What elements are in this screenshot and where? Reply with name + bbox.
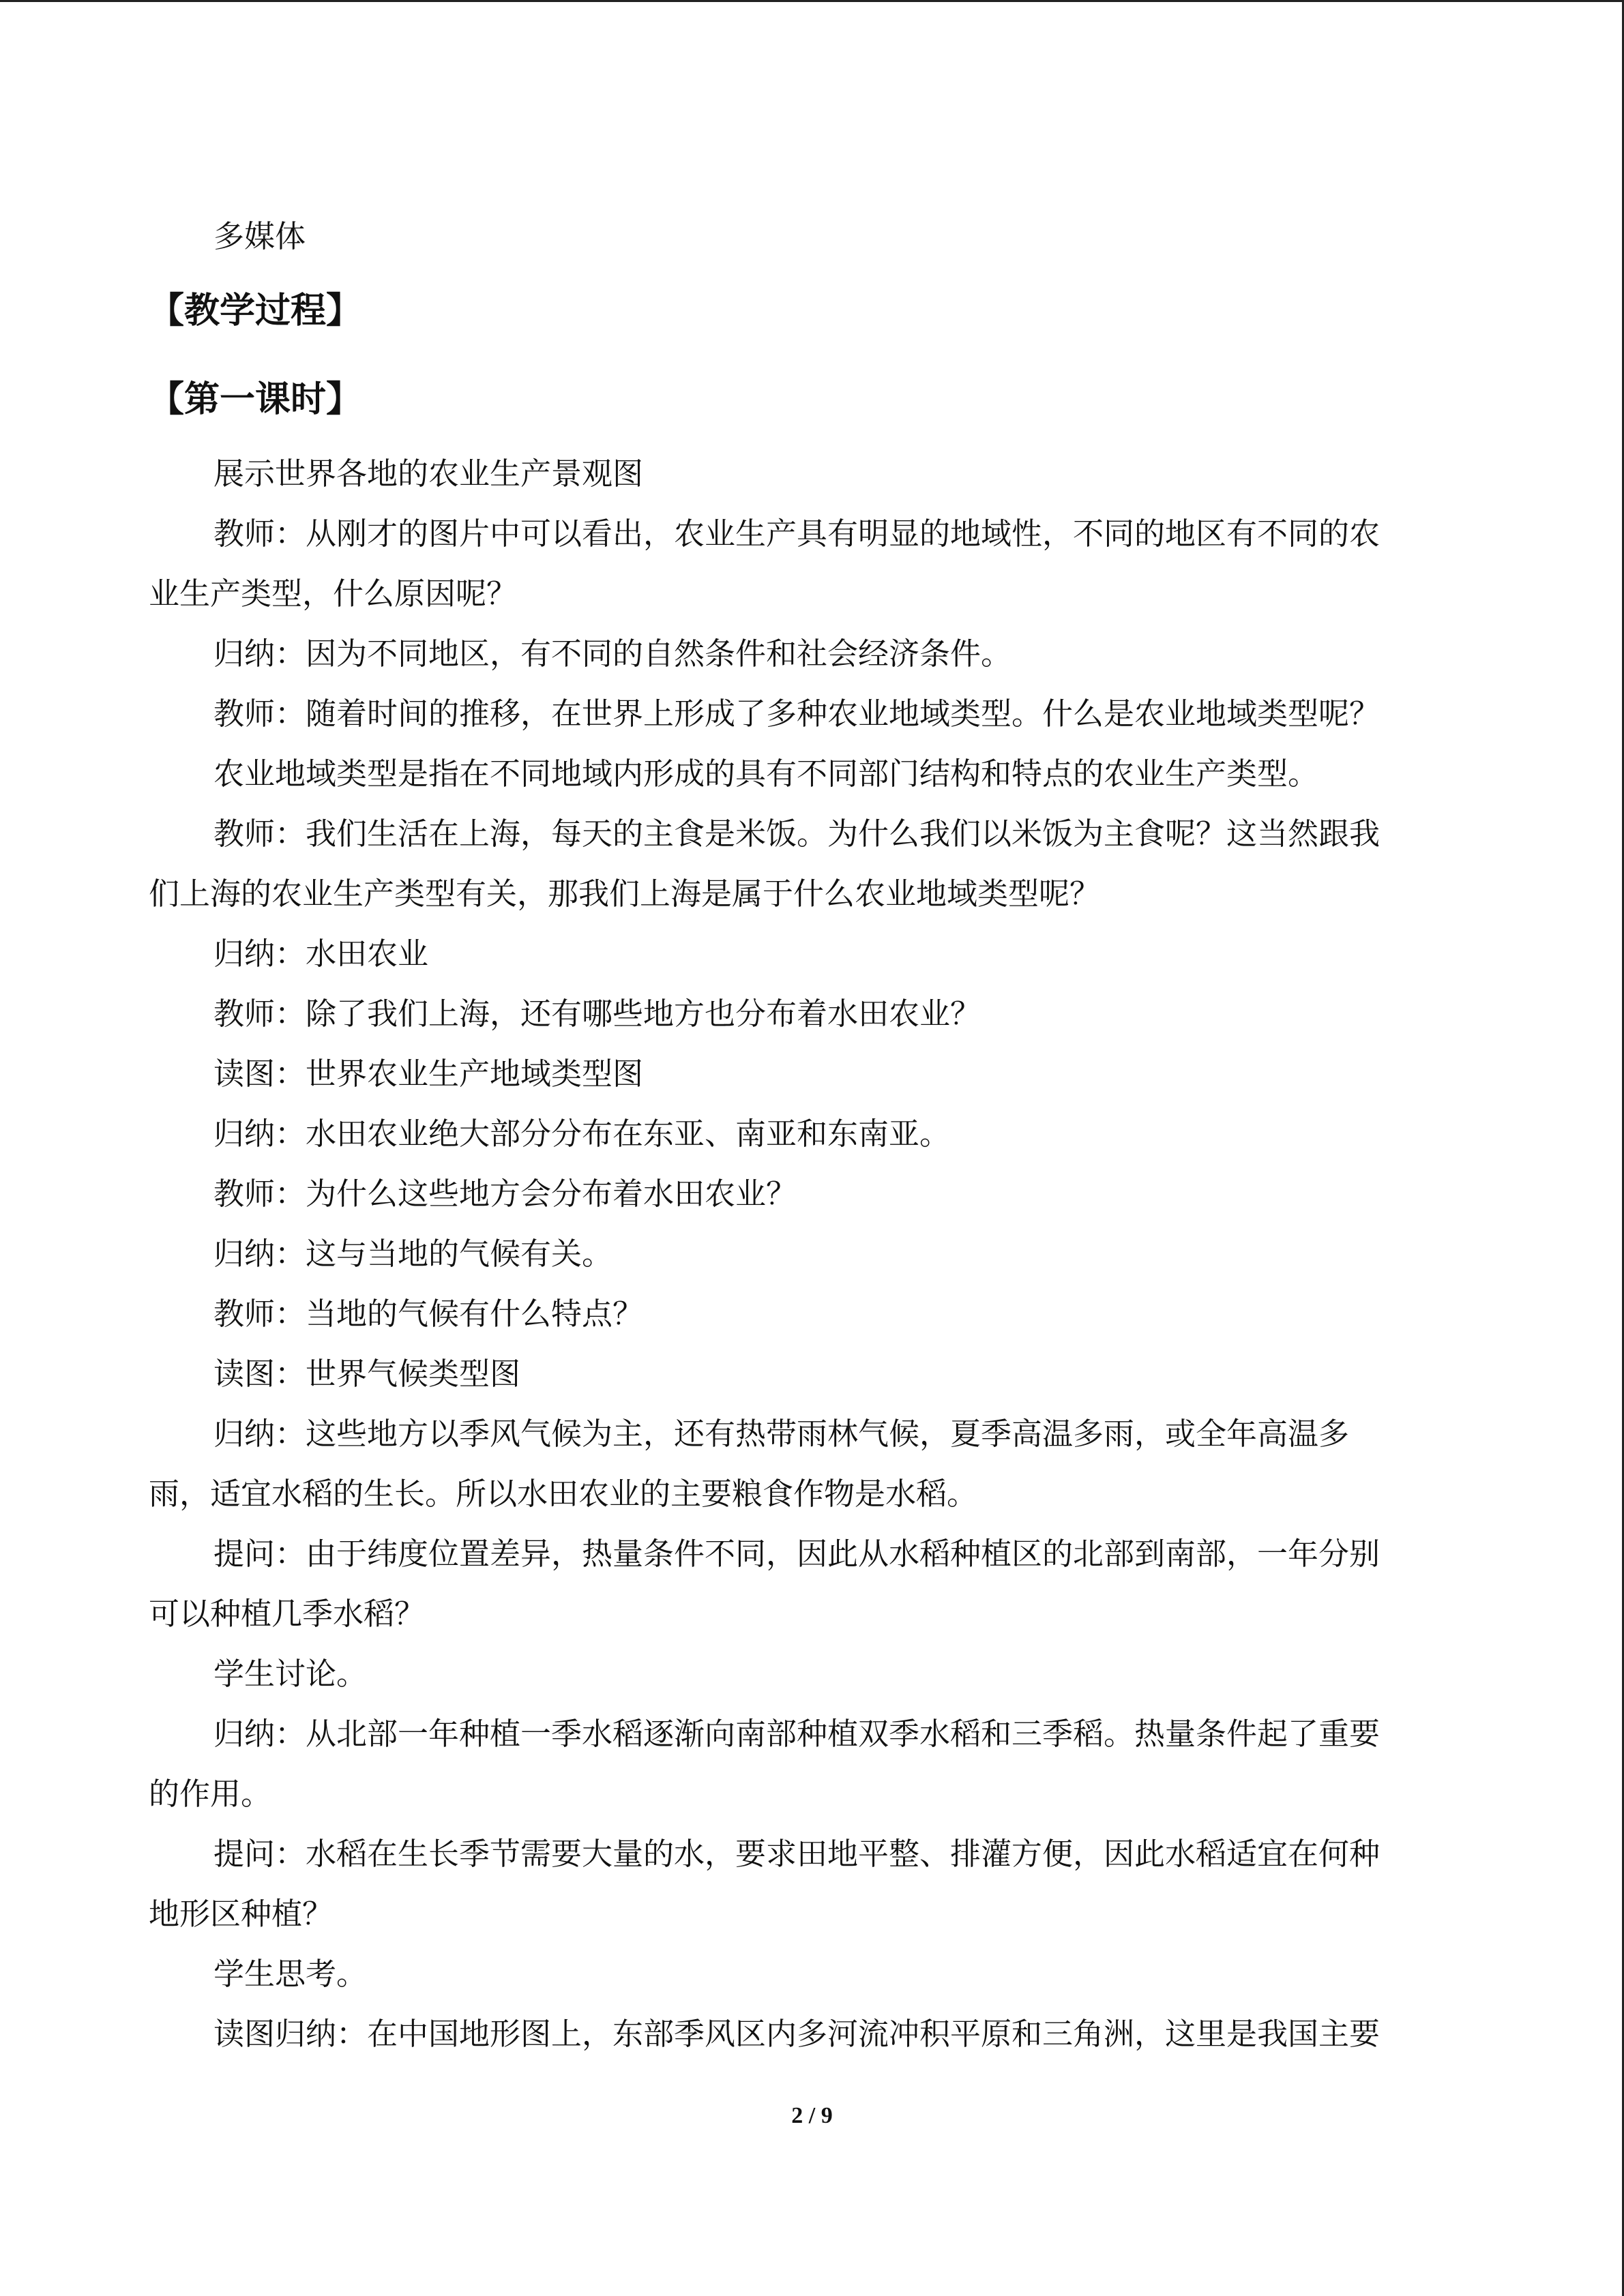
text-line: 读图：世界气候类型图	[213, 1356, 521, 1392]
text-line: 归纳：水田农业	[213, 936, 429, 972]
text-line: 教师：当地的气候有什么特点？	[213, 1296, 644, 1332]
text-line: 们上海的农业生产类型有关，那我们上海是属于什么农业地域类型呢？	[149, 876, 1101, 912]
text-line: 的作用。	[149, 1776, 272, 1812]
text-line: 归纳：这与当地的气候有关。	[213, 1236, 613, 1272]
text-line: 读图：世界农业生产地域类型图	[213, 1056, 644, 1092]
text-line: 展示世界各地的农业生产景观图	[213, 456, 644, 492]
text-line: 雨，适宜水稻的生长。所以水田农业的主要粮食作物是水稻。	[149, 1476, 978, 1512]
text-line: 读图归纳：在中国地形图上，东部季风区内多河流冲积平原和三角洲，这里是我国主要	[213, 2016, 1381, 2052]
text-line: 归纳：水田农业绝大部分分布在东亚、南亚和东南亚。	[213, 1116, 951, 1152]
text-line: 归纳：从北部一年种植一季水稻逐渐向南部种植双季水稻和三季稻。热量条件起了重要	[213, 1716, 1381, 1752]
text-line: 提问：由于纬度位置差异，热量条件不同，因此从水稻种植区的北部到南部，一年分别	[213, 1536, 1381, 1572]
text-line: 教师：为什么这些地方会分布着水田农业？	[213, 1176, 797, 1212]
text-line: 可以种植几季水稻？	[149, 1596, 426, 1632]
document-body	[149, 207, 1458, 2064]
text-line: 学生思考。	[213, 1956, 368, 1992]
section-heading: 【第一课时】	[149, 379, 362, 420]
text-line: 教师：我们生活在上海，每天的主食是米饭。为什么我们以米饭为主食呢？这当然跟我	[213, 816, 1381, 852]
text-line: 归纳：这些地方以季风气候为主，还有热带雨林气候，夏季高温多雨，或全年高温多	[213, 1416, 1350, 1452]
text-line: 农业地域类型是指在不同地域内形成的具有不同部门结构和特点的农业生产类型。	[213, 756, 1319, 792]
text-line: 地形区种植？	[149, 1896, 334, 1932]
text-line: 教师：从刚才的图片中可以看出，农业生产具有明显的地域性，不同的地区有不同的农	[213, 516, 1381, 552]
text-line: 学生讨论。	[213, 1656, 368, 1692]
text-line: 提问：水稻在生长季节需要大量的水，要求田地平整、排灌方便，因此水稻适宜在何种	[213, 1836, 1381, 1872]
text-line: 多媒体	[213, 218, 306, 254]
text-line: 教师：随着时间的推移，在世界上形成了多种农业地域类型。什么是农业地域类型呢？	[213, 696, 1381, 732]
text-line: 业生产类型，什么原因呢？	[149, 576, 518, 612]
section-heading: 【教学过程】	[149, 290, 362, 331]
text-line: 教师：除了我们上海，还有哪些地方也分布着水田农业？	[213, 996, 981, 1032]
text-line: 归纳：因为不同地区，有不同的自然条件和社会经济条件。	[213, 636, 1012, 672]
page-number: 2 / 9	[791, 2103, 833, 2128]
